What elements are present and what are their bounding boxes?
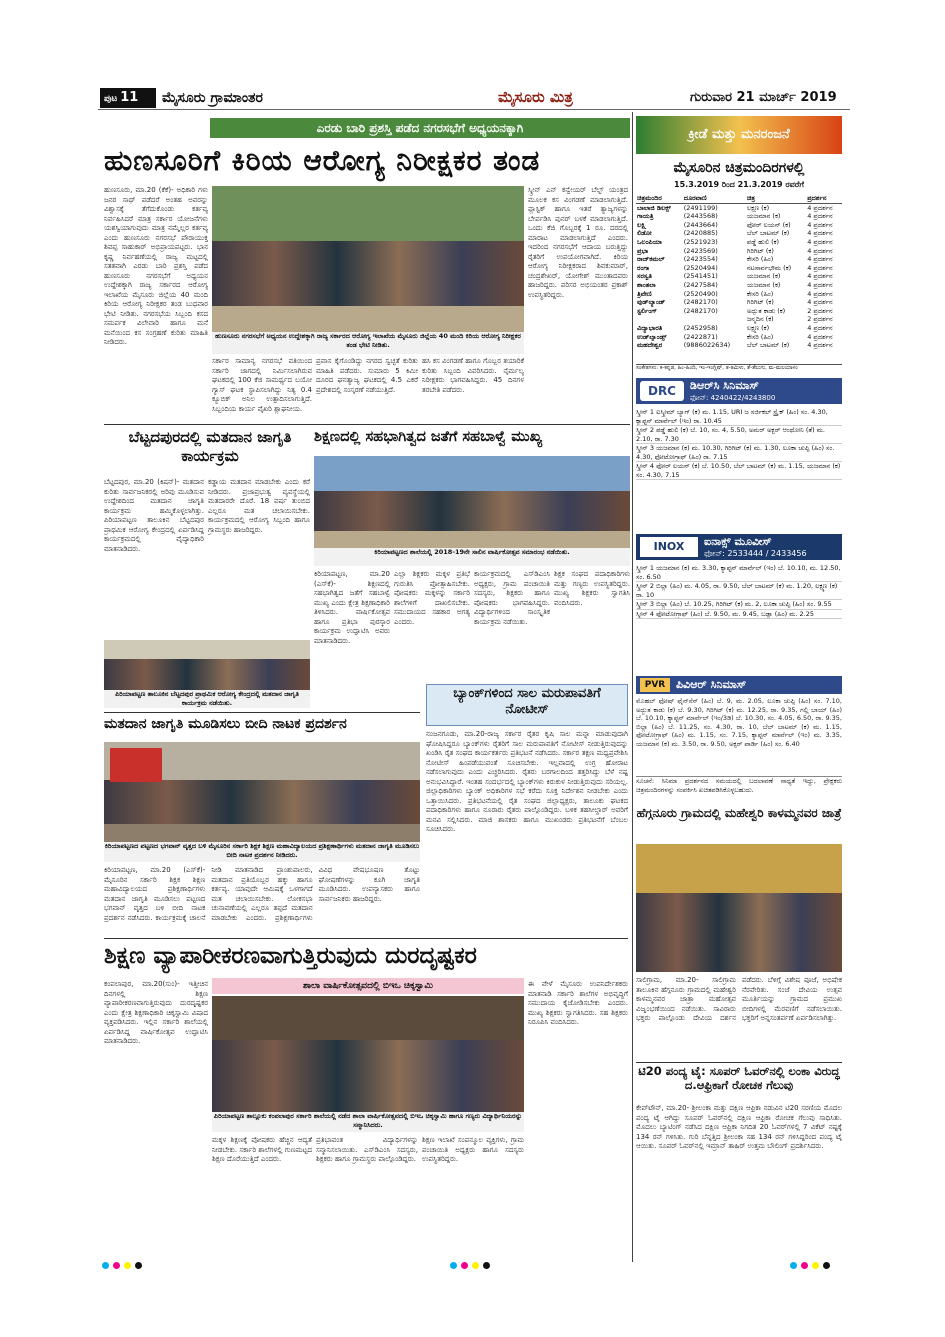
cinema-header-cell: ದೂರವಾಣಿ [683, 194, 746, 203]
cinema-cell: ಬಾಲಾಜಿ ಡಿಲಕ್ಸ್ [637, 203, 671, 212]
cinema-cell: (2541451) [683, 272, 718, 281]
cinema-cell: ಸರಸ್ವತಿ [637, 272, 652, 281]
print-color-marks-center [450, 1254, 530, 1264]
lead-col-4: ಹಸಿ ಕಸ ವಿಂಗಡಣೆ ಹಾಗೂ ಗೊಬ್ಬರ ತಯಾರಿಕೆ ಕುರಿತು ಸಿಬ್ಬಂದಿ ವಿವರಿಸಿದರು. ನೈರ್ಮಲ್ಯ ನಿರೀಕ್ಷಕರು ಭಾಗವಹಿಸಿದ್ದರು. 45 ದಿನಗಳ ತರಬೇತಿ ಪಡೆದರು. [422, 357, 524, 394]
divider [636, 1062, 842, 1063]
cinema-cell: ಅದ್ಭುತ ಕಾಡು (ಕ) [746, 306, 786, 315]
drc-title: ಡಿಆರ್‌ಸಿ ಸಿನಿಮಾಸ್ [690, 379, 759, 392]
cinema-cell: (2520490) [683, 289, 718, 298]
story6-col-1: ಕಂಪಲಾಪುರ, ಮಾ.20(ಸುಂ)- ಇತ್ತೀಚಿನ ದಿನಗಳಲ್ಲಿ ಶಿಕ್ಷಣ ವ್ಯಾಪಾರೀಕರಣವಾಗುತ್ತಿರುವುದು ದುರದೃಷ್ಟಕರ ಎಂದು ಕ್ಷೇತ್ರ ಶಿಕ್ಷಣಾಧಿಕಾರಿ ಚಿಕ್ಕಸ್ವಾಮಿ ವಿಷಾದ ವ್ಯಕ್ತಪಡಿಸಿದರು. ಇಲ್ಲಿನ ಸರ್ಕಾರಿ ಶಾಲೆಯಲ್ಲಿ ಏರ್ಪಡಿಸಿದ್ದ ವಾರ್ಷಿಕೋತ್ಸವ ಉದ್ಘಾಟಿಸಿ ಮಾತನಾಡಿದರು. [104, 980, 208, 1045]
story6-col-3: ಪ್ರತಿಭಾವಂತ ವಿದ್ಯಾರ್ಥಿಗಳನ್ನು ಸನ್ಮಾನಿಸಲಾಯಿತು. ಎಸ್‌ಡಿಎಂಸಿ ಸದಸ್ಯರು, ಶಿಕ್ಷಕರು ಹಾಗೂ ಗ್ರಾಮಸ್ಥರು ಪಾಲ್ಗೊಂಡಿದ್ದರು. [316, 1136, 418, 1163]
drc-phone: ಫೋನ್: 4240422/4243800 [690, 394, 776, 402]
cinema-cell: 4 ಪ್ರದರ್ಶನ [807, 280, 833, 289]
cinema-header-cell: ಚಿತ್ರಮಂದಿರ [636, 194, 683, 203]
cinema-row [636, 229, 842, 238]
cinema-cell: 4 ಪ್ರದರ್ಶನ [807, 212, 833, 221]
cinema-cell: 4 ಪ್ರದರ್ಶನ [807, 220, 833, 229]
inox-show-row: ಸ್ಕ್ರೀನ್ 3 ಬಿಲ್ಲಾ (ಹಿಂ) ಬೆ. 10.25, ಗಿರಿಗಿಟ್ (ಕ) ಮ. 2, ಲೂಕಾ ಚುಪ್ಪಿ (ಹಿಂ) ಸಂ. 9.55 [636, 600, 842, 610]
cinema-cell: ಜನ್ಮದಿನ (ಕ) [746, 315, 774, 324]
inox-title: ಐನಾಕ್ಸ್ ಮೂವೀಸ್ [704, 535, 772, 548]
cyan-dot [450, 1262, 457, 1269]
black-dot [823, 1262, 830, 1269]
drc-show-row: ಸ್ಕ್ರೀನ್ 3 ಯಜಮಾನ (ಕ) ಮ. 10.30, ಗಿರಿಗಿಟ್ (ಕ) ಮ. 1.30, ಲೂಕಾ ಚುಪ್ಪಿ (ಹಿಂ) ಸಂ. 4.30, ಫೋಟೋಗ್ರಾಫ್ (ಹಿಂ) ರಾ. 7.15 [636, 444, 842, 462]
yellow-dot [812, 1262, 819, 1269]
cinema-row [636, 212, 842, 221]
magenta-dot [801, 1262, 808, 1269]
cinema-cell: ಪ್ರಭಾ [637, 246, 649, 255]
lead-col-3: ಪ್ರವಾಸ ಕೈಗೊಂಡಿದ್ದು ನಗರದ ಸ್ವಚ್ಛತೆ ಕುರಿತು ಮಾಹಿತಿ ಪಡೆದರು. ಸುಮಾರು 5 ಕಿಮೀ ದೂರದ ಘನತ್ಯಾಜ್ಯ ಘಟಕದಲ್ಲಿ 4.5 ಎಕರೆ ಪ್ರದೇಶದಲ್ಲಿ ಸಂಸ್ಕರಣೆ ನಡೆಯುತ್ತಿದೆ. [316, 357, 418, 394]
magenta-dot [461, 1262, 468, 1269]
divider [104, 712, 420, 713]
cinema-cell: ಯಜಮಾನ (ಕ) [746, 212, 781, 221]
cinema-cell: (2521923) [683, 237, 718, 246]
drc-show-row: ಸ್ಕ್ರೀನ್ 1 ಐಸ್ಕ್ರೀಮ್ ಬ್ಯಾಗ್ (ಕ) ಮ. 1.15, URI ಜ ಸರ್ಜಿಕಲ್ ಸ್ಟ್ರೈಕ್ (ಹಿಂ) ಸಂ. 4.30, ಕ್ಯಾಪ್ಟನ್ ಮಾರ್ವೆಲ್ (ಇಂ) ರಾ. 10.45 [636, 408, 842, 426]
jatre-body: ಸಾಲಿಗ್ರಾಮ, ಮಾ.20- ಸಾಲಿಗ್ರಾಮ ತಾಲೂಕಿನ ಹೆಗ್ಗನೂರು ಗ್ರಾಮದಲ್ಲಿ ಮಹೇಶ್ವರಿ ಕಾಳಮ್ಮನವರ ಜಾತ್ರಾ ಮಹೋತ್ಸವ ವಿಜೃಂಭಣೆಯಿಂದ ನಡೆಯಿತು. ಸಾವಿರಾರು ಭಕ್ತರು ಪಾಲ್ಗೊಂಡು ದೇವಿಯ ದರ್ಶನ ಪಡೆದರು. ಬೆಳಿಗ್ಗೆ ವಿಶೇಷ ಪೂಜೆ, ಅಭಿಷೇಕ ನೆರವೇರಿತು. ಸಂಜೆ ದೇವಿಯ ಉತ್ಸವ ಮೂರ್ತಿಯನ್ನು ಗ್ರಾಮದ ಪ್ರಮುಖ ಬೀದಿಗಳಲ್ಲಿ ಮೆರವಣಿಗೆ ನಡೆಸಲಾಯಿತು. ಭಕ್ತರಿಗೆ ಅನ್ನಸಂತರ್ಪಣೆ ಏರ್ಪಡಿಸಲಾಗಿತ್ತು. [636, 976, 842, 1022]
lead-kicker: ಎರಡು ಬಾರಿ ಪ್ರಶಸ್ತಿ ಪಡೆದ ನಗರಸಭೆಗೆ ಅಧ್ಯಯನಕ್ಕಾಗಿ [210, 118, 630, 138]
story3-headline: ಶಿಕ್ಷಣದಲ್ಲಿ ಸಹಭಾಗಿತ್ವದ ಜತೆಗೆ ಸಹಬಾಳ್ವೆ ಮುಖ್ಯ [314, 429, 543, 445]
story6-photo [212, 996, 524, 1112]
story2-caption: ಪಿರಿಯಾಪಟ್ಟಣ ತಾಲೂಕಿನ ಬೆಟ್ಟದಪುರ ಪ್ರಾಥಮಿಕ ಆರೋಗ್ಯ ಕೇಂದ್ರದಲ್ಲಿ ಮತದಾನ ಜಾಗೃತಿ ಕಾರ್ಯಕ್ರಮ ನಡೆಯಿತು. [104, 690, 310, 708]
cinema-cell: (2423554) [683, 255, 718, 264]
inox-show-row: ಸ್ಕ್ರೀನ್ 1 ಯಜಮಾನ (ಕ) ಮ. 3.30, ಕ್ಯಾಪ್ಟನ್ ಮಾರ್ವೆಲ್ (ಇಂ) ಬೆ. 10.10, ಮ. 12.50, ಸಂ. 6.50 [636, 564, 841, 581]
cinema-table [636, 194, 842, 350]
t20-body: ಕೇಪ್‌ಟೌನ್, ಮಾ.20- ಶ್ರೀಲಂಕಾ ಮತ್ತು ದಕ್ಷಿಣ ಆಫ್ರಿಕಾ ನಡುವಿನ ಟಿ20 ಸರಣಿಯ ಮೊದಲ ಪಂದ್ಯ ಟೈ ಆಗಿದ್ದು ಸೂಪರ್ ಓವರ್‌ನಲ್ಲಿ ದಕ್ಷಿಣ ಆಫ್ರಿಕಾ ರೋಚಕ ಗೆಲುವು ಸಾಧಿಸಿತು. ಮೊದಲು ಬ್ಯಾಟಿಂಗ್ ನಡೆಸಿದ ದಕ್ಷಿಣ ಆಫ್ರಿಕಾ ನಿಗದಿತ 20 ಓವರ್‌ಗಳಲ್ಲಿ 7 ವಿಕೆಟ್ ನಷ್ಟಕ್ಕೆ 134 ರನ್ ಗಳಿಸಿತು. ಗುರಿ ಬೆನ್ನತ್ತಿದ ಶ್ರೀಲಂಕಾ ಸಹ 134 ರನ್ ಗಳಿಸಿದ್ದರಿಂದ ಪಂದ್ಯ ಟೈ ಆಯಿತು. ಸೂಪರ್ ಓವರ್‌ನಲ್ಲಿ ಇಮ್ರಾನ್ ತಾಹಿರ್ ಉತ್ತಮ ಬೌಲಿಂಗ್ ಪ್ರದರ್ಶಿಸಿದರು. [636, 1104, 842, 1150]
cinema-cell: 4 ಪ್ರದರ್ಶನ [807, 272, 833, 281]
cinema-row [636, 324, 842, 333]
story3-col-3: ಕಾರ್ಯಕ್ರಮದಲ್ಲಿ ಎಸ್‌ಡಿಎಂಸಿ ಅಧ್ಯಕ್ಷರು, ಗ್ರಾಮ ಪಂಚಾಯಿತಿ ಸದಸ್ಯರು, ಶಿಕ್ಷಕರು ಹಾಗೂ ಪೋಷಕರು ಭಾಗವಹಿಸಿದ್ದರು. ವಿದ್ಯಾರ್ಥಿಗಳಿಂದ ಸಾಂಸ್ಕೃತಿಕ ಕಾರ್ಯಕ್ರಮ ನಡೆಯಿತು. [474, 570, 550, 626]
cinema-cell: ರಾಜ್‌ಕಮಲ್ [637, 255, 665, 264]
cinema-cell: 4 ಪ್ರದರ್ಶನ [807, 229, 833, 238]
cinema-cell: 2 ಪ್ರದರ್ಶನ [807, 315, 833, 324]
cinema-cell: (9886022634) [683, 341, 731, 350]
story6-caption: ಪಿರಿಯಾಪಟ್ಟಣ ತಾಲ್ಲೂಕು ಕಂಪಲಾಪುರ ಸರ್ಕಾರಿ ಶಾಲೆಯಲ್ಲಿ ನಡೆದ ಶಾಲಾ ವಾರ್ಷಿಕೋತ್ಸವದಲ್ಲಿ ಬಿಇಒ ಚಿಕ್ಕಸ್ವಾಮಿ ಹಾಗೂ ಗಣ್ಯರು ವಿದ್ಯಾರ್ಥಿನಿಯರನ್ನು ಸನ್ಮಾನಿಸಿದರು. [212, 1112, 524, 1132]
cyan-dot [790, 1262, 797, 1269]
page-number: 11 [120, 90, 139, 105]
story6-headline: ಶಿಕ್ಷಣ ವ್ಯಾಪಾರೀಕರಣವಾಗುತ್ತಿರುವುದು ದುರದೃಷ್ಟಕರ [104, 943, 477, 969]
pvr-title: ಪಿವಿಆರ್ ಸಿನಿಮಾಸ್ [676, 678, 747, 691]
story6-col-2: ಮಕ್ಕಳ ಶಿಕ್ಷಣಕ್ಕೆ ಪೋಷಕರು ಹೆಚ್ಚಿನ ಆದ್ಯತೆ ನೀಡಬೇಕು. ಸರ್ಕಾರಿ ಶಾಲೆಗಳಲ್ಲಿ ಗುಣಮಟ್ಟದ ಶಿಕ್ಷಣ ದೊರೆಯುತ್ತಿದೆ ಎಂದರು. [212, 1136, 312, 1163]
masthead: ಮೈಸೂರು ಮಿತ್ರ [498, 88, 573, 106]
cinema-cell [683, 315, 746, 324]
story6-col-4: ಶಿಕ್ಷಣ ಇಲಾಖೆ ಸಂಪನ್ಮೂಲ ವ್ಯಕ್ತಿಗಳು, ಗ್ರಾಮ ಪಂಚಾಯಿತಿ ಅಧ್ಯಕ್ಷರು ಹಾಗೂ ಸದಸ್ಯರು ಉಪಸ್ಥಿತರಿದ್ದರು. [422, 1136, 524, 1163]
t20-headline: ಟಿ20 ಪಂದ್ಯ ಟೈ: ಸೂಪರ್ ಓವರ್‌ನಲ್ಲಿ ಲಂಕಾ ವಿರುದ್ಧ ದ.ಆಫ್ರಿಕಾಗೆ ರೋಚಕ ಗೆಲುವು [638, 1064, 840, 1093]
cinema-row [636, 221, 842, 230]
inox-phone: ಫೋನ್: 2533444 / 2433456 [704, 549, 807, 558]
cinema-cell: ಬೆಲ್ ಬಾಟಮ್ (ಕ) [746, 341, 790, 350]
cinema-row [636, 298, 842, 307]
story2-col-2: ಕಡ್ಡಾಯ ಮತದಾನ ಮಾಡಬೇಕು ಎಂದು ಕರೆ ನೀಡಿದರು. ಪ್ರಜಾಪ್ರಭುತ್ವ ವ್ಯವಸ್ಥೆಯಲ್ಲಿ ಮತದಾರರೇ ದೊರೆ. 18 ವರ್ಷ ತುಂಬಿದ ಎಲ್ಲರೂ ಮತ ಚಲಾಯಿಸಬೇಕು. ಕಾರ್ಯಕ್ರಮದಲ್ಲಿ ಆರೋಗ್ಯ ಸಿಬ್ಬಂದಿ ಹಾಗೂ ಗ್ರಾಮಸ್ಥರು ಹಾಜರಿದ್ದರು. [208, 478, 310, 534]
cyan-dot [102, 1262, 109, 1269]
cinema-cell: ಲಕ್ಷ್ಮಣ (ಕ) [746, 323, 770, 332]
cinema-cell: ಲಿಡೋ [637, 229, 652, 238]
lead-col-1: ಹುಣಸೂರು, ಮಾ.20 (ಕೆಕೆ)- ಅಧಿಕಾರಿ ಗಳು ಜನರ ಸಾಥ್ ಪಡೆದರೆ ಅಂತಹ ಅವರನ್ನು ವಿಶ್ವಾಸಕ್ಕೆ ತೆಗೆದುಕೊಂಡು ಕರ್ತವ್ಯ ನಿರ್ವಹಿಸಿದರೆ ಮಾತ್ರ ಸರ್ಕಾರ ಯೋಜನೆಗಳು ಯಶಸ್ವಿಯಾಗುವುದು ಮಾತ್ರ ನಮ್ಮೆಲ್ಲರ ಕರ್ತವ್ಯ ಎಂದು ಹುಣಸೂರು ನಗರಸಭೆ ಪೌರಾಯುಕ್ತ ಶಿವಪ್ಪ ಸಾಹುಕಾರ್ ಅಭಿಪ್ರಾಯಪಟ್ಟರು. ಭಾನ ಕೃಷ್ಣ ನಿರ್ವಹಣೆಯಲ್ಲಿ ರಾಜ್ಯ ಮಟ್ಟದಲ್ಲಿ ಸತತವಾಗಿ ಎರಡು ಬಾರಿ ಪ್ರಶಸ್ತಿ ಪಡೆದ ಹುಣಸೂರು ನಗರಸಭೆಗೆ ಅಧ್ಯಯನ ಉದ್ದೇಶಕ್ಕಾಗಿ ರಾಜ್ಯ ಸರ್ಕಾರದ ಆರೋಗ್ಯ ಇಲಾಖೆಯ ಮೈಸೂರು ಜಿಲ್ಲೆಯ 40 ಮಂದಿ ಕಿರಿಯ ಆರೋಗ್ಯ ನಿರೀಕ್ಷಕರ ತಂಡ ಬುಧವಾರ ಭೇಟಿ ನೀಡಿತು. ನಗರಸಭೆಯ ಸಿಬ್ಬಂದಿ ಕಸದ ಸಮರ್ಪಕ ವಿಲೇವಾರಿ ಹಾಗೂ ಮನೆ ಮನೆಯಿಂದ ಕಸ ಸಂಗ್ರಹಣೆ ಕುರಿತು ಮಾಹಿತಿ ನೀಡಿದರು. [104, 186, 208, 346]
story3-col-2: ಎಲ್ಲಾ ಶಿಕ್ಷಕರು ಮಕ್ಕಳ ಪ್ರತಿಭೆ ಗುರುತಿಸಿ ಪ್ರೋತ್ಸಾಹಿಸಬೇಕು. ಪೋಷಕರು ಮಕ್ಕಳನ್ನು ಸರ್ಕಾರಿ ಶಾಲೆಗಳಿಗೆ ದಾಖಲಿಸಬೇಕು. ಸಮುದಾಯದ ಸಹಕಾರ ಅಗತ್ಯ ಎಂದರು. [394, 570, 470, 626]
cinema-cell: ಕೇಸರಿ (ಹಿಂ) [746, 255, 774, 264]
cinema-dates: 15.3.2019 ರಿಂದ 21.3.2019 ರವರೆಗೆ [674, 180, 804, 189]
inox-show-row: ಸ್ಕ್ರೀನ್ 4 ಫೋಟೋಗ್ರಾಫ್ (ಹಿಂ) ಬೆ. 9.50, ಮ. 9.45, ಬಡ್ಲಾ (ಹಿಂ) ಮ. 2.25 [636, 610, 842, 620]
jatre-photo [636, 844, 842, 972]
cinema-header-cell: ಪ್ರದರ್ಶನ [806, 194, 842, 203]
inox-shows [636, 564, 842, 674]
drc-show-row: ಸ್ಕ್ರೀನ್ 4 ಫೋರ್ ಲಯನ್ (ಕ) ಬೆ. 10.50, ಬೆಲ್ ಬಾಟಮ್ (ಕ) ಮ. 1.15, ಯಜಮಾನ (ಕ) ಸಂ. 4.30, 7.15 [636, 462, 841, 479]
cinema-cell: ಉಡ್‌ಲ್ಯಾಂಡ್ಸ್ [637, 332, 667, 341]
cinema-table-wrap [636, 194, 842, 362]
cinema-cell: (2422871) [683, 332, 718, 341]
inox-show-row: ಸ್ಕ್ರೀನ್ 2 ಬಿಲ್ಲಾ (ಹಿಂ) ಮ. 4.05, ರಾ. 9.50, ಬೆಲ್ ಬಾಟಮ್ (ಕ) ಮ. 1.20, ಲಕ್ಷ್ಮಣ (ಕ) ರಾ. 10 [636, 582, 842, 600]
cinema-title: ಮೈಸೂರಿನ ಚಿತ್ರಮಂದಿರಗಳಲ್ಲಿ [673, 160, 805, 176]
cinema-cell: (2482170) [683, 306, 718, 315]
lead-photo [212, 186, 524, 332]
cinema-row [636, 341, 842, 350]
lead-photo-caption: ಹುಣಸೂರು ನಗರಸಭೆಗೆ ಅಧ್ಯಯನ ಉದ್ದೇಶಕ್ಕಾಗಿ ರಾಜ್ಯ ಸರ್ಕಾರದ ಆರೋಗ್ಯ ಇಲಾಖೆಯ ಮೈಸೂರು ಜಿಲ್ಲೆಯ 40 ಮಂದಿ ಕಿರಿಯ ಆರೋಗ್ಯ ನಿರೀಕ್ಷಕರ ತಂಡ ಭೇಟಿ ನೀಡಿತು. [212, 332, 524, 354]
black-dot [135, 1262, 142, 1269]
cinema-cell: 4 ಪ್ರದರ್ಶನ [807, 246, 833, 255]
cinema-cell: (2423569) [683, 246, 718, 255]
story2-col-1: ಬೆಟ್ಟದಪುರ, ಮಾ.20 (ಕಿಷನ್)- ಮತದಾನ ಕುರಿತು ಸಾರ್ವಜನಿಕರಲ್ಲಿ ಅರಿವು ಮೂಡಿಸುವ ಉದ್ದೇಶದಿಂದ ಮತದಾನ ಜಾಗೃತಿ ಕಾರ್ಯಕ್ರಮ ಹಮ್ಮಿಕೊಳ್ಳಲಾಗಿತ್ತು. ಪಿರಿಯಾಪಟ್ಟಣ ತಾಲೂಕಿನ ಬೆಟ್ಟದಪುರ ಪ್ರಾಥಮಿಕ ಆರೋಗ್ಯ ಕೇಂದ್ರದಲ್ಲಿ ಏರ್ಪಡಿಸಿದ್ದ ಕಾರ್ಯಕ್ರಮದಲ್ಲಿ ವೈದ್ಯಾಧಿಕಾರಿ ಮಾತನಾಡಿದರು. [104, 478, 204, 553]
cinema-row [636, 307, 842, 316]
divider [104, 938, 628, 939]
cinema-cell: ಶಾಂತಲಾ [637, 280, 656, 289]
cinema-cell: ಒಲಂಪಿಯಾ [637, 237, 662, 246]
cinema-cell: ಯಜಮಾನ (ಕ) [746, 280, 781, 289]
cinema-cell: ನಟಸಾರ್ವಭೌಮ (ಕ) [746, 263, 792, 272]
yellow-dot [124, 1262, 131, 1269]
cinema-cell: ಕೇಸರಿ (ಹಿಂ) [746, 289, 774, 298]
inox-logo: INOX [640, 537, 698, 557]
lead-col-2: ಸರ್ಕಾರ ಸಾಮಾನ್ಯ ನಗರಸಭೆ ವತಿಯಿಂದ ಸರ್ಕಾರಿ ಜಾಗದಲ್ಲಿ ನಿರ್ಮಿಸಲಾಗಿರುವ ಘಟಕದಲ್ಲಿ 100 ಕೆಜಿ ಸಾಮರ್ಥ್ಯದ ಬಯೋ ಗ್ಯಾಸ್ ಘಟಕ ಸ್ಥಾಪಿಸಲಾಗಿದ್ದು ನಿತ್ಯ 0.4 ಕ್ಯೂಬಿಕ್ ಅನಿಲ ಉತ್ಪಾದಿಸಲಾಗುತ್ತಿದೆ. ಸಿಬ್ಬಂದಿಯ ಕಾರ್ಯ ವೈಖರಿ ಶ್ಲಾಘನೀಯ. [212, 357, 312, 413]
magenta-dot [113, 1262, 120, 1269]
cinema-cell: ಗಾಯತ್ರಿ [637, 212, 654, 221]
black-dot [483, 1262, 490, 1269]
cinema-cell: 4 ಪ್ರದರ್ಶನ [807, 237, 833, 246]
print-color-marks-left [102, 1254, 182, 1264]
cinema-cell: (2420885) [683, 229, 718, 238]
cinema-cell: (2520494) [683, 263, 718, 272]
cinema-cell: ಗಿರಿಗಿಟ್ (ಕ) [746, 246, 774, 255]
cinema-cell: ಲಕ್ಷ್ಮಿ [637, 220, 647, 229]
story6-col-5: ಈ ವೇಳೆ ಮೈಸೂರು ಉಪನಿರ್ದೇಶಕರು ಮಾತನಾಡಿ ಸರ್ಕಾರಿ ಶಾಲೆಗಳ ಅಭಿವೃದ್ಧಿಗೆ ಸಮುದಾಯ ಕೈಜೋಡಿಸಬೇಕು ಎಂದರು. ಮುಖ್ಯ ಶಿಕ್ಷಕರು ಸ್ವಾಗತಿಸಿದರು. ಸಹ ಶಿಕ್ಷಕರು ನಿರೂಪಿಸಿ ವಂದಿಸಿದರು. [528, 980, 628, 1026]
story5-caption: ಕಿರಿಯಾಪಟ್ಟಣದ ಪಟ್ಟಣದ ಭಗವಾನ್ ವೃತ್ತದ ಬಳಿ ಮೈಸೂರಿನ ಸರ್ಕಾರಿ ಶಿಕ್ಷಕ ಶಿಕ್ಷಣ ಮಹಾವಿದ್ಯಾಲಯದ ಪ್ರಶಿಕ್ಷಣಾರ್ಥಿಗಳು ಮತದಾನ ಜಾಗೃತಿ ಮೂಡಿಸಲು ಬೀದಿ ನಾಟಕ ಪ್ರದರ್ಶನ ನೀಡಿದರು. [104, 842, 420, 862]
cinema-notice: ಸೂಚನೆ: ಸಿನಿಮಾ ಪ್ರದರ್ಶನದ ಸಮಯದಲ್ಲಿ ಬದಲಾವಣೆ ಸಾಧ್ಯತೆ ಇದ್ದು, ಪ್ರೇಕ್ಷಕರು ಚಿತ್ರಮಂದಿರಗಳನ್ನು ಸಂಪರ್ಕಿಸಿ ಖಚಿತಪಡಿಸಿಕೊಳ್ಳಬಹುದು. [636, 776, 842, 804]
cinema-row [636, 255, 842, 264]
cinema-legend: ಸಂಕೇತಗಳು: ಕ-ಕನ್ನಡ, ಹಿಂ-ಹಿಂದಿ, ಇಂ-ಇಂಗ್ಲಿಷ್, ತ-ತಮಿಳು, ತೆ-ತೆಲುಗು, ಮ-ಮಲಯಾಳಂ [636, 364, 842, 374]
cinema-cell: (2427584) [683, 280, 718, 289]
cinema-cell: 4 ಪ್ರದರ್ಶನ [807, 298, 833, 307]
cinema-cell: 2 ಪ್ರದರ್ಶನ [807, 306, 833, 315]
story5-body: ಕಿರಿಯಾಪಟ್ಟಣ, ಮಾ.20 (ಎಸ್‌ಕೆ)- ಮೈಸೂರಿನ ಸರ್ಕಾರಿ ಶಿಕ್ಷಕ ಶಿಕ್ಷಣ ಮಹಾವಿದ್ಯಾಲಯದ ಪ್ರಶಿಕ್ಷಣಾರ್ಥಿಗಳು ಮತದಾನ ಜಾಗೃತಿ ಮೂಡಿಸಲು ಪಟ್ಟಣದ ಭಗವಾನ್ ವೃತ್ತದ ಬಳಿ ಬೀದಿ ನಾಟಕ ಪ್ರದರ್ಶನ ನಡೆಸಿದರು. ಕಾರ್ಯಕ್ರಮಕ್ಕೆ ಚಾಲನೆ ನೀಡಿ ಮಾತನಾಡಿದ ಪ್ರಾಂಶುಪಾಲರು, ಮತದಾನ ಪ್ರತಿಯೊಬ್ಬರ ಹಕ್ಕು ಹಾಗೂ ಕರ್ತವ್ಯ. ಯಾವುದೇ ಆಮಿಷಕ್ಕೆ ಒಳಗಾಗದೆ ಮತ ಚಲಾಯಿಸಬೇಕು. ಲೋಕಸಭಾ ಚುನಾವಣೆಯಲ್ಲಿ ಎಲ್ಲರೂ ತಪ್ಪದೆ ಮತದಾನ ಮಾಡಬೇಕು ಎಂದರು. ಪ್ರಶಿಕ್ಷಣಾರ್ಥಿಗಳು ವಿವಿಧ ವೇಷಭೂಷಣ ತೊಟ್ಟು ಘೋಷಣೆಗಳನ್ನು ಕೂಗಿ ಜಾಗೃತಿ ಮೂಡಿಸಿದರು. ಉಪನ್ಯಾಸಕರು ಹಾಗೂ ಸಾರ್ವಜನಿಕರು ಹಾಜರಿದ್ದರು. [104, 866, 420, 922]
story3-photo [314, 456, 630, 548]
cinema-cell: ರಂಗಾ [637, 263, 650, 272]
cinema-cell: ಯಜಮಾನ (ಕ) [746, 272, 781, 281]
cinema-cell: (2491199) [683, 203, 718, 212]
cinema-row [636, 264, 842, 273]
cinema-row [636, 281, 842, 290]
drc-logo: DRC [640, 381, 684, 401]
cinema-cell: 4 ಪ್ರದರ್ಶನ [807, 323, 833, 332]
pvr-logo: PVR [640, 678, 670, 692]
page-number-badge [100, 88, 156, 108]
lead-headline: ಹುಣಸೂರಿಗೆ ಕಿರಿಯ ಆರೋಗ್ಯ ನಿರೀಕ್ಷಕರ ತಂಡ [104, 144, 541, 177]
cinema-cell: 4 ಪ್ರದರ್ಶನ [807, 341, 833, 350]
cinema-cell: 4 ಪ್ರದರ್ಶನ [807, 203, 833, 212]
pvr-shows: ಮೊಹಲ್ ಫೋಷ್ ಫೈನ್‌ಸೆಸ್ (ಹಿಂ) ಬೆ. 9, ಮ. 2.05, ಲೂಕಾ ಚುಪ್ಪಿ (ಹಿಂ) ಸಂ. 7.10, ಅದ್ಭುತ ಕಾಡು (ಕ) ಬೆ. 9.30, ಗಿರಿಗಿಟ್ (ಕ) ಮ. 12.25, ರಾ. 9.35, ಗಲ್ಲಿ ಬಾಯ್ (ಹಿಂ) ಬೆ. 10.10, ಕ್ಯಾಪ್ಟನ್ ಮಾರ್ವೆಲ್ (ಇಂ/3ಡಿ) ಬೆ. 10.30, ಸಂ. 4.05, 6.50, ರಾ. 9.35, ಬಿಲ್ಲಾ (ಹಿಂ) ಬೆ. 11.25, ಸಂ. 4.30, ರಾ. 10, ಬೆಲ್ ಬಾಟಮ್ (ಕ) ಮ. 1.15, ಫೋಟೋಗ್ರಾಫ್ (ಹಿಂ) ಮ. 1.15, ಸಂ. 7.15, ಕ್ಯಾಪ್ಟನ್ ಮಾರ್ವೆಲ್ (ಇಂ) ಮ. 3.35, ಯಜಮಾನ (ಕ) ಮ. 3.50, ರಾ. 9.50, ಅಕ್ಸರ್ ಪಾರ್ಡಿ (ಹಿಂ) ಸಂ. 6.40 [636, 697, 842, 748]
cinema-row [636, 203, 842, 212]
cinema-row [636, 333, 842, 342]
story3-col-4: ಶಿಕ್ಷಕ ಸಂಘದ ಪದಾಧಿಕಾರಿಗಳು ಮತ್ತು ಗಣ್ಯರು ಉಪಸ್ಥಿತರಿದ್ದರು. ಮುಖ್ಯ ಶಿಕ್ಷಕರು ಸ್ವಾಗತಿಸಿ ವಂದಿಸಿದರು. [554, 570, 630, 607]
cinema-row [636, 290, 842, 299]
cinema-cell: 4 ಪ್ರದರ್ಶನ [807, 289, 833, 298]
story5-headline: ಮತದಾನ ಜಾಗೃತಿ ಮೂಡಿಸಲು ಬೀದಿ ನಾಟಕ ಪ್ರದರ್ಶನ [104, 716, 347, 732]
cinema-cell: 4 ಪ್ರದರ್ಶನ [807, 263, 833, 272]
cinema-cell: ಬೆಲ್ ಬಾಟಮ್ (ಕ) [746, 229, 790, 238]
cinema-cell: ಮಹದೇಶ್ವರ [637, 341, 663, 350]
cinema-cell: 4 ಪ್ರದರ್ಶನ [807, 332, 833, 341]
cinema-row [636, 247, 842, 256]
entertainment-banner: ಕ್ರೀಡೆ ಮತ್ತು ಮನರಂಜನೆ [636, 116, 842, 154]
cinema-cell: (2482170) [683, 298, 718, 307]
print-color-marks-right [790, 1254, 850, 1264]
cinema-cell: (2443568) [683, 212, 718, 221]
lead-col-5: ಸ್ಕ್ರೀನ್ ಎನ್ ಕನ್ವೇಯರ್ ಬೆಲ್ಟ್ ಯಂತ್ರದ ಮೂಲಕ ಕಸ ವಿಂಗಡಣೆ ಮಾಡಲಾಗುತ್ತಿದೆ. ಪ್ಲಾಸ್ಟಿಕ್ ಹಾಗೂ ಇತರೆ ತ್ಯಾಜ್ಯಗಳನ್ನು ಬೇರ್ಪಡಿಸಿ ಪುನರ್ ಬಳಕೆ ಮಾಡಲಾಗುತ್ತಿದೆ. ಒಂದು ಕೆಜಿ ಗೊಬ್ಬರಕ್ಕೆ 1 ರೂ. ದರದಲ್ಲಿ ಮಾರಾಟ ಮಾಡಲಾಗುತ್ತಿದೆ ಎಂದರು. ಇದರಿಂದ ನಗರಸಭೆಗೆ ಆದಾಯ ಬರುತ್ತಿದ್ದು ರೈತರಿಗೆ ಉಪಯೋಗವಾಗಿದೆ. ಕಿರಿಯ ಆರೋಗ್ಯ ನಿರೀಕ್ಷಕರಾದ ಶಿವಕುಮಾರ್, ಚಂದ್ರಶೇಖರ್, ಯೋಗೇಶ್ ಮುಂತಾದವರು ಹಾಜರಿದ್ದರು. ಪರಿಸರ ಅಭಿಯಂತರ ಪ್ರಕಾಶ್ ಉಪಸ್ಥಿತರಿದ್ದರು. [528, 186, 628, 299]
drc-shows [636, 408, 842, 532]
drc-show-row: ಸ್ಕ್ರೀನ್ 2 ಪಡ್ಡೆ ಹುಲಿ (ಕ) ಬೆ. 10, ಸಂ. 4, 5.50, ಅಮರ್ ಅಕ್ಬರ್ ಆಂಥೋನಿ (ತೆ) ಮ. 2.10, ರಾ. 7.30 [636, 426, 842, 444]
story3-caption: ಕಿರಿಯಾಪಟ್ಟಣದ ಶಾಲೆಯಲ್ಲಿ 2018-19ನೇ ಸಾಲಿನ ವಾರ್ಷಿಕೋತ್ಸವ ಸಮಾರಂಭ ನಡೆಯಿತು. [314, 548, 630, 566]
cinema-header-cell: ಚಿತ್ರ [746, 194, 806, 203]
cinema-row [636, 315, 842, 324]
cinema-cell: (2443664) [683, 220, 718, 229]
cinema-cell: (2452958) [683, 323, 718, 332]
story2-photo [104, 640, 310, 690]
cinema-cell [636, 315, 683, 324]
jatre-headline: ಹೆಗ್ಗನೂರು ಗ್ರಾಮದಲ್ಲಿ ಮಹೇಶ್ವರಿ ಕಾಳಮ್ಮನವರ ಜಾತ್ರೆ [636, 806, 842, 820]
yellow-dot [472, 1262, 479, 1269]
street-play-banner [110, 748, 162, 782]
cinema-cell: ಗಿರಿಗಿಟ್ (ಕ) [746, 298, 774, 307]
divider [104, 424, 630, 425]
section-title: ಮೈಸೂರು ಗ್ರಾಮಾಂತರ [162, 90, 263, 106]
story6-kicker: ಶಾಲಾ ವಾರ್ಷಿಕೋತ್ಸವದಲ್ಲಿ ಬಿಇಒ ಚಿಕ್ಕಸ್ವಾಮಿ [212, 978, 524, 994]
issue-date: ಗುರುವಾರ 21 ಮಾರ್ಚ್ 2019 [690, 90, 837, 105]
cinema-cell: ಸ್ಟರ್ಲಿಂಗ್ [637, 306, 657, 315]
cinema-row [636, 272, 842, 281]
cinema-cell: ಫೋರ್ ಲಯನ್ (ಕ) [746, 220, 791, 229]
cinema-cell: ಪಡ್ಡೆ ಹುಲಿ (ಕ) [746, 237, 780, 246]
story4-body: ನಂಜನಗೂಡು, ಮಾ.20-ರಾಜ್ಯ ಸರ್ಕಾರ ರೈತರ ಕೃಷಿ ಸಾಲ ಮನ್ನಾ ಮಾಡುವುದಾಗಿ ಘೋಷಿಸಿದ್ದರೂ ಬ್ಯಾಂಕ್‌ಗಳು ರೈತರಿಗೆ ಸಾಲ ಮರುಪಾವತಿಗೆ ನೋಟೀಸ್ ನೀಡುತ್ತಿರುವುದನ್ನು ಖಂಡಿಸಿ ರೈತ ಸಂಘದ ಕಾರ್ಯಕರ್ತರು ಪ್ರತಿಭಟನೆ ನಡೆಸಿದರು. ಸರ್ಕಾರ ತಕ್ಷಣ ಮಧ್ಯಪ್ರವೇಶಿಸಿ ನೋಟೀಸ್ ಹಿಂಪಡೆಯುವಂತೆ ಸೂಚಿಸಬೇಕು. ಇಲ್ಲವಾದಲ್ಲಿ ಉಗ್ರ ಹೋರಾಟ ನಡೆಸಲಾಗುವುದು ಎಂದು ಎಚ್ಚರಿಸಿದರು. ರೈತರು ಬರಗಾಲದಿಂದ ತತ್ತರಿಸಿದ್ದು ಬೆಳೆ ನಷ್ಟ ಅನುಭವಿಸಿದ್ದಾರೆ. ಇಂತಹ ಸಂದರ್ಭದಲ್ಲಿ ಬ್ಯಾಂಕ್‌ಗಳು ಕಿರುಕುಳ ನೀಡುತ್ತಿರುವುದು ಸರಿಯಲ್ಲ. ಜಿಲ್ಲಾಧಿಕಾರಿಗಳು ಬ್ಯಾಂಕ್ ಅಧಿಕಾರಿಗಳ ಸಭೆ ಕರೆದು ಸೂಕ್ತ ನಿರ್ದೇಶನ ನೀಡಬೇಕು ಎಂದು ಒತ್ತಾಯಿಸಿದರು. ಪ್ರತಿಭಟನೆಯಲ್ಲಿ ರೈತ ಸಂಘದ ಜಿಲ್ಲಾಧ್ಯಕ್ಷರು, ತಾಲೂಕು ಘಟಕದ ಪದಾಧಿಕಾರಿಗಳು ಹಾಗೂ ನೂರಾರು ರೈತರು ಪಾಲ್ಗೊಂಡಿದ್ದರು. ಬಳಿಕ ತಹಸೀಲ್ದಾರ್ ಅವರಿಗೆ ಮನವಿ ಸಲ್ಲಿಸಿದರು. ಮಾಜಿ ಶಾಸಕರು ಹಾಗೂ ಮುಖಂಡರು ಪ್ರತಿಭಟನೆಗೆ ಬೆಂಬಲ ಸೂಚಿಸಿದರು. [426, 730, 628, 833]
page-prefix: ಪುಟ [104, 94, 118, 104]
cinema-cell: ತ್ರಿವೇಣಿ [637, 289, 652, 298]
cinema-cell: 4 ಪ್ರದರ್ಶನ [807, 255, 833, 264]
cinema-cell: ಲಕ್ಷ್ಮಣ (ಕ) [746, 203, 770, 212]
cinema-table-header [636, 194, 842, 203]
story2-headline: ಬೆಟ್ಟದಪುರದಲ್ಲಿ ಮತದಾನ ಜಾಗೃತಿ ಕಾರ್ಯಕ್ರಮ [128, 428, 292, 465]
cinema-cell: ಕೇಸರಿ (ಹಿಂ) [746, 332, 774, 341]
story3-col-1: ಕಿರಿಯಾಪಟ್ಟಣ, ಮಾ.20 (ಎಸ್‌ಕೆ)- ಶಿಕ್ಷಣದಲ್ಲಿ ಸಹಭಾಗಿತ್ವದ ಜತೆಗೆ ಸಹಬಾಳ್ವೆ ಮುಖ್ಯ ಎಂದು ಕ್ಷೇತ್ರ ಶಿಕ್ಷಣಾಧಿಕಾರಿ ತಿಳಿಸಿದರು. ವಾರ್ಷಿಕೋತ್ಸವ ಹಾಗೂ ಪ್ರತಿಭಾ ಪುರಸ್ಕಾರ ಕಾರ್ಯಕ್ರಮ ಉದ್ಘಾಟಿಸಿ ಅವರು ಮಾತನಾಡಿದರು. [314, 570, 390, 645]
story4-headline: ಬ್ಯಾಂಕ್‌ಗಳಿಂದ ಸಾಲ ಮರುಪಾವತಿಗೆ ನೋಟೀಸ್ [453, 686, 601, 718]
cinema-table-body [636, 203, 842, 350]
cinema-cell: ವಿದ್ಯಾಭಾರತಿ [637, 323, 663, 332]
cinema-row [636, 238, 842, 247]
cinema-cell: ವುಡ್‌ಲ್ಯಾಂಡ್ [637, 298, 666, 307]
